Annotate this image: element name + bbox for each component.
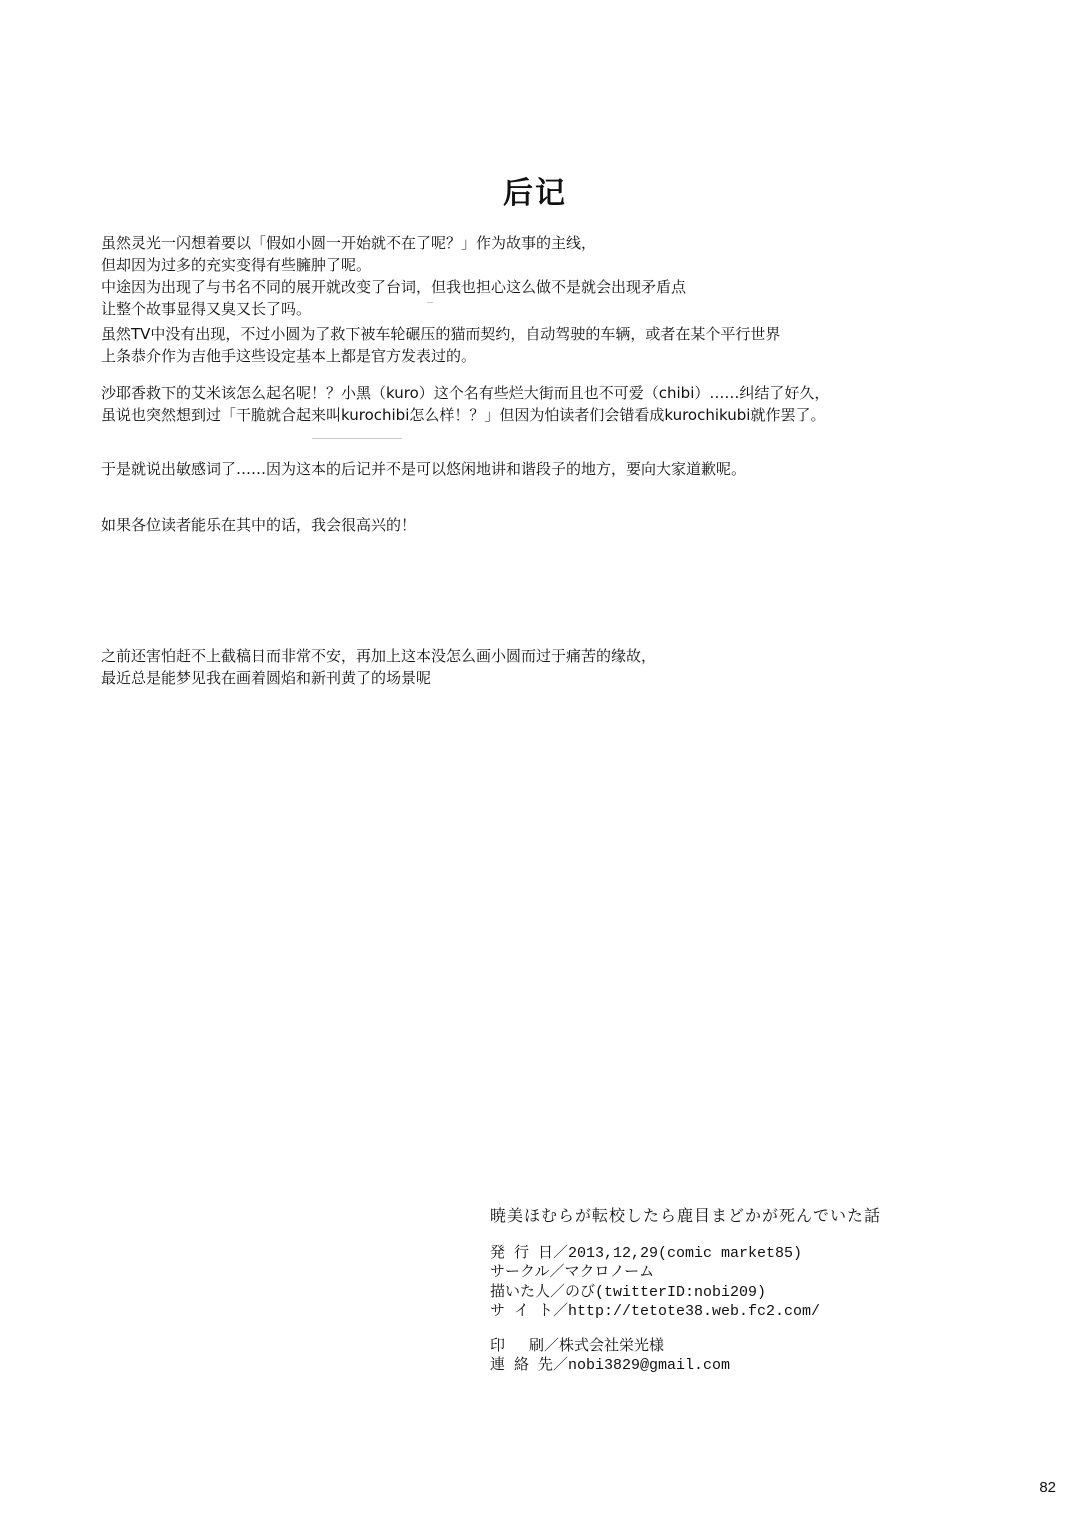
- text-line: 虽说也突然想到过「干脆就合起来叫kurochibi怎么样！？」但因为怕读者们会错看成kurochikubi就作罢了。: [101, 406, 826, 424]
- afterword-paragraph-2: [101, 323, 981, 367]
- printer: 印 刷／株式会社栄光様: [490, 1337, 665, 1355]
- afterword-paragraph-3: [101, 382, 981, 426]
- afterword-paragraph-1: [101, 232, 981, 320]
- afterword-paragraph-5: [101, 514, 981, 536]
- afterword-paragraph-4: [101, 458, 981, 480]
- scan-speck: [427, 302, 433, 303]
- spacer: [490, 1322, 1010, 1337]
- text-line: 让整个故事显得又臭又长了吗。: [101, 300, 312, 318]
- page-number: 82: [1039, 1479, 1056, 1496]
- text-line: 最近总是能梦见我在画着圆焰和新刊黄了的场景呢: [101, 669, 432, 687]
- text-line: 之前还害怕赶不上截稿日而非常不安，再加上这本没怎么画小圆而过于痛苦的缘故，: [101, 647, 657, 665]
- artist-credit: 描いた人／のび(twitterID:nobi209): [490, 1283, 767, 1301]
- text-line: 虽然灵光一闪想着要以「假如小圆一开始就不在了呢？」作为故事的主线，: [101, 234, 597, 252]
- text-line: 上条恭介作为吉他手这些设定基本上都是官方发表过的。: [101, 347, 477, 365]
- publish-date: 発 行 日／2013,12,29(comic market85): [490, 1244, 803, 1262]
- text-line: 沙耶香救下的艾米该怎么起名呢！？小黑（kuro）这个名有些烂大街而且也不可爱（chibi）……纠结了好久，: [101, 384, 830, 402]
- website: サ イ ト／http://tetote38.web.fc2.com/: [490, 1303, 821, 1320]
- colophon: [490, 1206, 1010, 1376]
- circle-name: サークル／マクロノーム: [490, 1264, 655, 1281]
- contact-email: 連 絡 先／nobi3829@gmail.com: [490, 1357, 731, 1374]
- afterword-paragraph-6: [101, 645, 981, 689]
- text-line: 虽然TV中没有出现，不过小圆为了救下被车轮碾压的猫而契约，自动驾驶的车辆，或者在某个平行世界: [101, 325, 781, 343]
- text-line: 中途因为出现了与书名不同的展开就改变了台词，但我也担心这么做不是就会出现矛盾点: [101, 278, 687, 296]
- page-title: 后记: [503, 176, 567, 211]
- text-line: 如果各位读者能乐在其中的话，我会很高兴的！: [101, 516, 417, 534]
- scan-speck: [312, 438, 402, 439]
- text-line: 但却因为过多的充实变得有些臃肿了呢。: [101, 256, 372, 274]
- text-line: 于是就说出敏感词了……因为这本的后记并不是可以悠闲地讲和谐段子的地方，要向大家道歉呢。: [101, 460, 747, 478]
- book-title: 暁美ほむらが転校したら鹿目まどかが死んでいた話: [490, 1206, 882, 1225]
